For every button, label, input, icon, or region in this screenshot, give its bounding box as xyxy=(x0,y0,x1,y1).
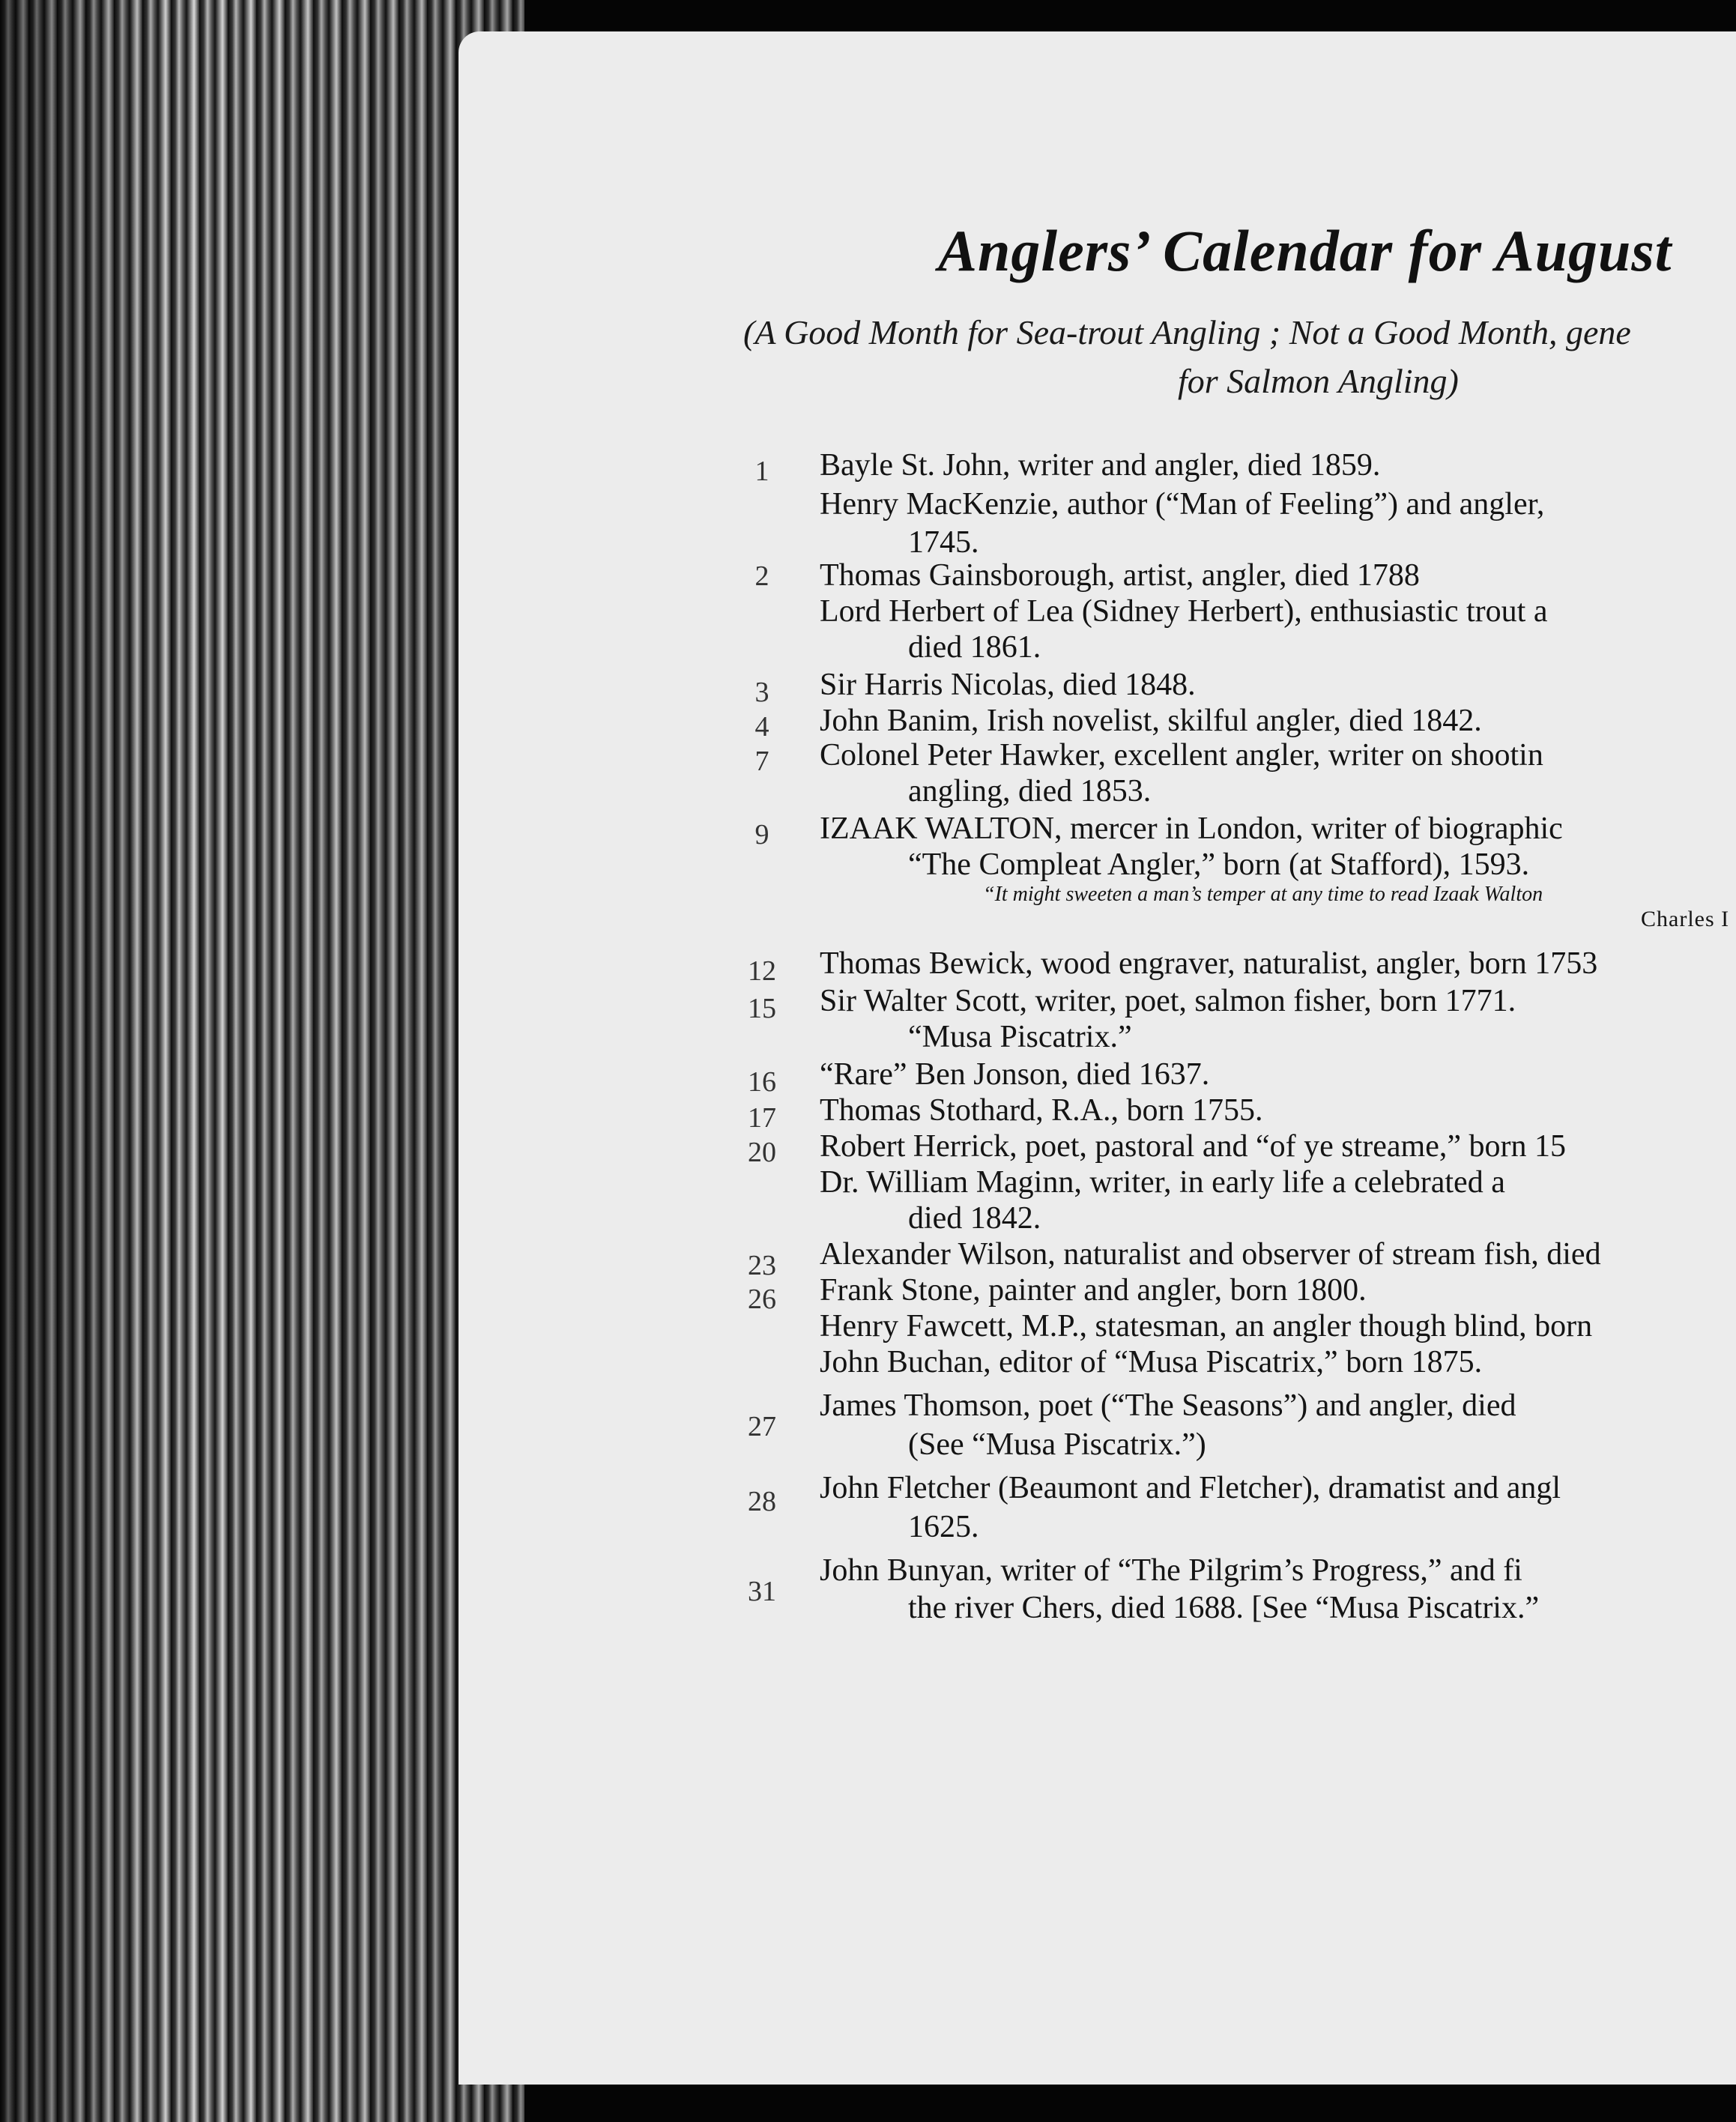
entry-line: James Thomson, poet (“The Seasons”) and angler, died xyxy=(820,1388,1516,1423)
entry-line: Thomas Bewick, wood engraver, naturalist, angler, born 1753 xyxy=(820,946,1598,981)
entry-line: Frank Stone, painter and angler, born 1800. xyxy=(820,1273,1367,1308)
entry-line: John Banim, Irish novelist, skilful angler, died 1842. xyxy=(820,704,1482,738)
day-number: 15 xyxy=(748,993,776,1024)
entry-line: IZAAK WALTON, mercer in London, writer of biographic xyxy=(820,811,1563,846)
entry-line: Sir Harris Nicolas, died 1848. xyxy=(820,668,1196,702)
entry-line: Dr. William Maginn, writer, in early life a celebrated a xyxy=(820,1165,1505,1200)
entry-line: died 1861. xyxy=(908,630,1041,665)
day-number: 20 xyxy=(748,1137,776,1168)
entry-line: Henry Fawcett, M.P., statesman, an angler though blind, born xyxy=(820,1309,1593,1343)
entry-line: John Buchan, editor of “Musa Piscatrix,” born 1875. xyxy=(820,1345,1483,1379)
book-page xyxy=(459,31,1736,2085)
page-subtitle-line-1: (A Good Month for Sea-trout Angling ; Not a Good Month, gene xyxy=(743,313,1631,351)
quote-line: “It might sweeten a man’s temper at any time to read Izaak Walton xyxy=(983,883,1543,906)
day-number: 9 xyxy=(754,819,769,850)
day-number: 28 xyxy=(748,1486,776,1517)
day-number: 1 xyxy=(754,456,769,487)
entry-line: 1745. xyxy=(908,525,979,560)
day-number: 16 xyxy=(748,1066,776,1098)
entry-line: Bayle St. John, writer and angler, died 1859. xyxy=(820,448,1381,483)
day-number: 2 xyxy=(754,560,769,592)
entry-line: angling, died 1853. xyxy=(908,774,1152,808)
entry-line: “The Compleat Angler,” born (at Stafford), 1593. xyxy=(908,847,1530,882)
page-subtitle-line-2: for Salmon Angling) xyxy=(1178,362,1459,400)
entry-line: Alexander Wilson, naturalist and observer of stream fish, died xyxy=(820,1237,1601,1272)
entry-line: Sir Walter Scott, writer, poet, salmon fisher, born 1771. xyxy=(820,984,1516,1018)
day-number: 4 xyxy=(754,711,769,743)
entry-line: Thomas Gainsborough, artist, angler, died 1788 xyxy=(820,558,1420,593)
quote-attribution: Charles I xyxy=(1641,907,1730,931)
entry-line: (See “Musa Piscatrix.”) xyxy=(908,1427,1206,1462)
entry-line: died 1842. xyxy=(908,1201,1041,1236)
day-number: 12 xyxy=(748,955,776,987)
day-number: 3 xyxy=(754,677,769,708)
entry-line: John Fletcher (Beaumont and Fletcher), dramatist and angl xyxy=(820,1471,1561,1505)
entry-line: John Bunyan, writer of “The Pilgrim’s Progress,” and fi xyxy=(820,1553,1522,1588)
page-title: Anglers’ Calendar for August xyxy=(938,218,1672,283)
entry-line: Henry MacKenzie, author (“Man of Feeling”) and angler, xyxy=(820,487,1545,522)
day-number: 23 xyxy=(748,1250,776,1281)
day-number: 7 xyxy=(754,746,769,777)
entry-line: the river Chers, died 1688. [See “Musa Piscatrix.” xyxy=(908,1591,1540,1625)
entry-line: Thomas Stothard, R.A., born 1755. xyxy=(820,1093,1263,1128)
entry-line: Lord Herbert of Lea (Sidney Herbert), enthusiastic trout a xyxy=(820,594,1548,629)
day-number: 27 xyxy=(748,1411,776,1442)
book-page-edges xyxy=(0,0,524,2122)
day-number: 26 xyxy=(748,1284,776,1315)
entry-line: Colonel Peter Hawker, excellent angler, writer on shootin xyxy=(820,738,1543,773)
entry-line: 1625. xyxy=(908,1510,979,1544)
day-number: 17 xyxy=(748,1102,776,1134)
day-number: 31 xyxy=(748,1576,776,1607)
entry-line: “Musa Piscatrix.” xyxy=(908,1020,1132,1054)
calendar-entries xyxy=(459,31,1736,2085)
entry-line: “Rare” Ben Jonson, died 1637. xyxy=(820,1057,1210,1092)
entry-line: Robert Herrick, poet, pastoral and “of ye streame,” born 15 xyxy=(820,1129,1566,1164)
